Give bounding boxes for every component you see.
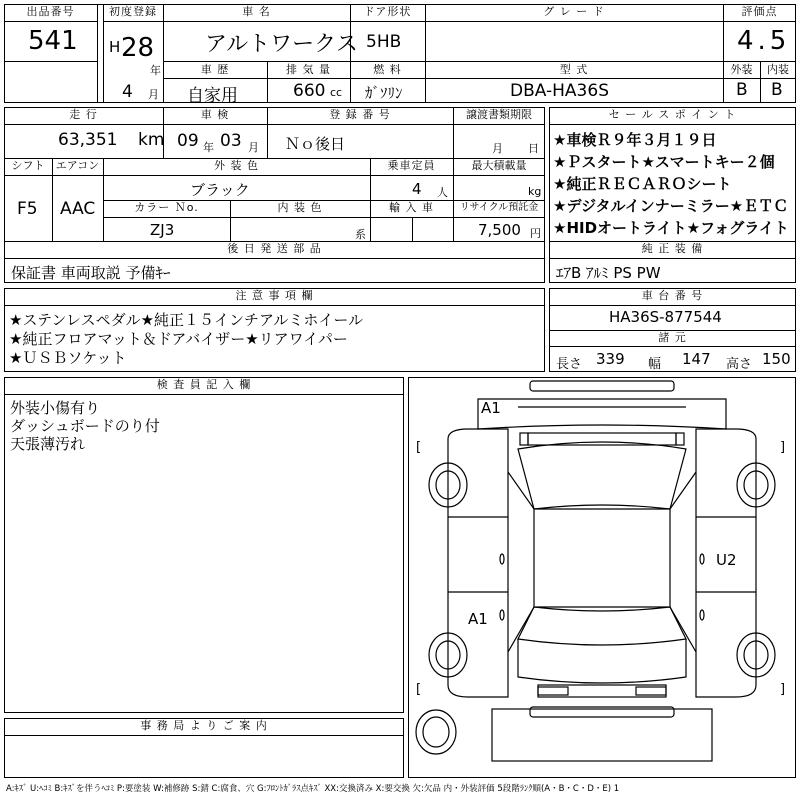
load-label: 最大積載量 xyxy=(471,159,527,172)
load-unit: kg xyxy=(528,185,542,198)
inspection-label: 車 検 xyxy=(200,108,230,121)
lot-no: 541 xyxy=(28,26,78,56)
dims-label: 諸 元 xyxy=(658,331,687,344)
shift-label: シフト xyxy=(11,159,45,172)
sales-point-item: ★Ｐスタート★スマートキー２個 xyxy=(553,153,775,171)
color-no-label: カラー Ｎo. xyxy=(134,201,199,214)
legend: A:ｷｽﾞ U:ﾍｺﾐ B:ｷｽﾞを伴うﾍｺﾐ P:要塗装 W:補修跡 S:錆 C:腐食、穴 G:ﾌﾛﾝﾄｶﾞﾗｽ点ｷｽﾞ XX:交換済み X:要交換 欠:欠品 内・外装評価 5段階ﾗﾝｸ順(A・B・C・D・E) 1 xyxy=(6,784,620,794)
chassis-no: HA36S-877544 xyxy=(609,308,722,326)
score-label: 評価点 xyxy=(741,5,778,18)
reg-month-unit: 月 xyxy=(148,88,159,101)
displacement: 660 xyxy=(293,81,326,101)
damage-mark: A1 xyxy=(481,399,501,417)
ac-label: エアコン xyxy=(55,159,100,172)
recycle-fee: 7,500 xyxy=(478,221,521,239)
transfer-deadline-label: 譲渡書類期限 xyxy=(466,108,532,121)
recycle-unit: 円 xyxy=(530,227,541,240)
displacement-unit: cc xyxy=(330,86,343,99)
import-label: 輸 入 車 xyxy=(389,201,434,214)
inspector-label: 検 査 員 記 入 欄 xyxy=(156,378,252,391)
mileage-label: 走 行 xyxy=(69,108,98,121)
score: 4.5 xyxy=(737,26,791,56)
svg-text:]: ] xyxy=(780,682,786,697)
int-color-label: 内 装 色 xyxy=(277,201,323,214)
int-color-unit: 系 xyxy=(355,228,366,241)
interior-label: 内装 xyxy=(767,63,789,76)
equipment-label: 純 正 装 備 xyxy=(641,242,704,255)
ac: AAC xyxy=(60,199,96,219)
fuel: ｶﾞｿﾘﾝ xyxy=(365,84,403,102)
svg-text:[: [ xyxy=(416,440,422,455)
door-type: 5HB xyxy=(366,32,402,52)
history: 自家用 xyxy=(187,86,238,106)
inspection-month: 03 xyxy=(220,131,242,151)
color: ブラック xyxy=(190,181,250,199)
office-label: 事 務 局 よ り ご 案 内 xyxy=(140,719,268,732)
interior-grade: B xyxy=(771,80,783,100)
fuel-label: 燃 料 xyxy=(373,63,402,76)
sales-point-item: ★HIDオートライト★フォグライト xyxy=(553,219,789,237)
length-label: 長さ xyxy=(556,357,583,372)
sales-point-item: ★純正ＲＥＣＡＲＯシート xyxy=(553,175,732,193)
inspection-year: 09 xyxy=(177,131,199,151)
height-label: 高さ xyxy=(726,357,753,372)
reg-month: 4 xyxy=(122,82,133,102)
shift: F5 xyxy=(17,199,38,219)
parts: 保証書 車両取説 予備ｷｰ xyxy=(11,264,171,282)
capacity-unit: 人 xyxy=(437,186,448,199)
displacement-label: 排 気 量 xyxy=(286,63,331,76)
car-name: アルトワークス xyxy=(205,32,358,57)
inspector-line: 外装小傷有り xyxy=(10,399,101,417)
width: 147 xyxy=(682,350,711,368)
door-label: ドア形状 xyxy=(363,5,412,18)
chassis-label: 車 台 番 号 xyxy=(641,289,704,302)
first-reg-label: 初度登録 xyxy=(109,5,157,18)
era: H xyxy=(109,38,121,56)
history-label: 車 歴 xyxy=(200,63,230,76)
exterior-grade: B xyxy=(736,80,748,100)
svg-text:]: ] xyxy=(780,440,786,455)
sales-points-label: セ ー ル ス ポ イ ン ト xyxy=(608,108,737,121)
damage-mark: U2 xyxy=(716,551,737,569)
lot-no-label: 出品番号 xyxy=(26,5,75,18)
reg-year: 28 xyxy=(121,33,155,63)
width-label: 幅 xyxy=(648,357,662,372)
reg-no-label: 登 録 番 号 xyxy=(329,108,391,121)
sales-point-item: ★車検Ｒ９年３月１９日 xyxy=(553,131,717,149)
grade-label: グ レ ー ド xyxy=(543,5,605,18)
length: 339 xyxy=(596,350,625,368)
mileage: 63,351 xyxy=(58,130,118,150)
parts-label: 後 日 発 送 部 品 xyxy=(227,242,322,255)
car-diagram xyxy=(408,377,796,778)
inspection-year-unit: 年 xyxy=(203,141,214,154)
capacity: 4 xyxy=(412,180,422,198)
transfer-month-unit: 月 xyxy=(492,142,503,155)
inspector-line: 天張薄汚れ xyxy=(10,435,86,453)
inspector-line: ダッシュボードのり付 xyxy=(10,417,160,435)
equipment: ｴｱB ｱﾙﾐ PS PW xyxy=(556,264,661,282)
note-line: ★ＵＳＢソケット xyxy=(9,349,127,367)
svg-text:[: [ xyxy=(416,682,422,697)
notes-label: 注 意 事 項 欄 xyxy=(235,289,314,302)
color-no: ZJ3 xyxy=(150,221,175,239)
model-label: 型 式 xyxy=(559,63,589,76)
capacity-label: 乗車定員 xyxy=(387,159,436,172)
sales-point-item: ★デジタルインナーミラー★ＥＴＣ xyxy=(553,197,789,215)
note-line: ★ステンレスペダル★純正１５インチアルミホイール xyxy=(9,311,364,329)
height: 150 xyxy=(762,350,791,368)
inspection-month-unit: 月 xyxy=(248,141,259,154)
reg-year-unit: 年 xyxy=(150,64,161,77)
note-line: ★純正フロアマット＆ドアバイザー★リアワイパー xyxy=(9,330,348,348)
exterior-label: 外装 xyxy=(730,63,753,76)
model: DBA-HA36S xyxy=(510,81,609,101)
mileage-unit: km xyxy=(138,130,165,150)
car-name-label: 車 名 xyxy=(242,5,271,18)
recycle-label: リサイクル預託金 xyxy=(459,202,539,213)
color-label: 外 装 色 xyxy=(214,159,259,172)
reg-no: Ｎｏ後日 xyxy=(285,135,346,153)
transfer-day-unit: 日 xyxy=(528,142,539,155)
damage-mark: A1 xyxy=(468,610,488,628)
